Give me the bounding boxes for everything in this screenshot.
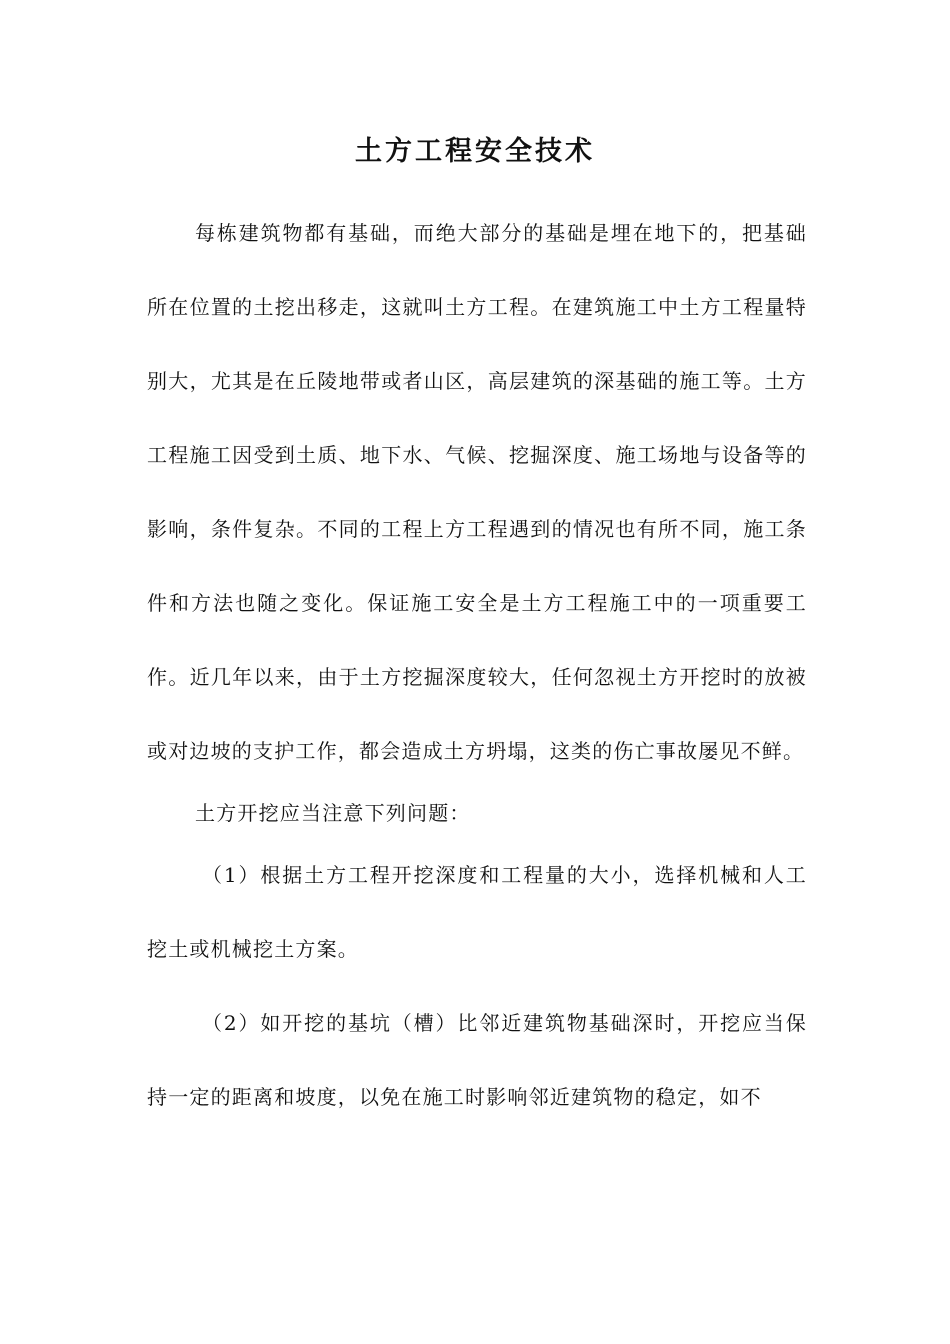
document-title: 土方工程安全技术: [355, 136, 595, 167]
paragraph-item-2: （2）如开挖的基坑（槽）比邻近建筑物基础深时，开挖应当保持一定的距离和坡度，以免在施工时影响邻近建筑物的稳定，如不: [147, 1011, 807, 1109]
document-body: [147, 196, 807, 1134]
paragraph-list-heading: 土方开挖应当注意下列问题：: [195, 801, 471, 825]
paragraph-item-1: （1）根据土方工程开挖深度和工程量的大小，选择机械和人工挖土或机械挖土方案。: [147, 863, 807, 961]
paragraph-intro: 每栋建筑物都有基础，而绝大部分的基础是埋在地下的，把基础所在位置的土挖出移走，这就叫土方工程。在建筑施工中土方工程量特别大，尤其是在丘陵地带或者山区，高层建筑的深基础的施工等。土方工程施工因受到土质、地下水、气候、挖掘深度、施工场地与设备等的影响，条件复杂。不同的工程上方工程遇到的情况也有所不同，施工条件和方法也随之变化。保证施工安全是土方工程施工中的一项重要工作。近几年以来，由于土方挖掘深度较大，任何忽视土方开挖时的放被或对边坡的支护工作，都会造成土方坍塌，这类的伤亡事故屡见不鲜。: [147, 221, 807, 763]
